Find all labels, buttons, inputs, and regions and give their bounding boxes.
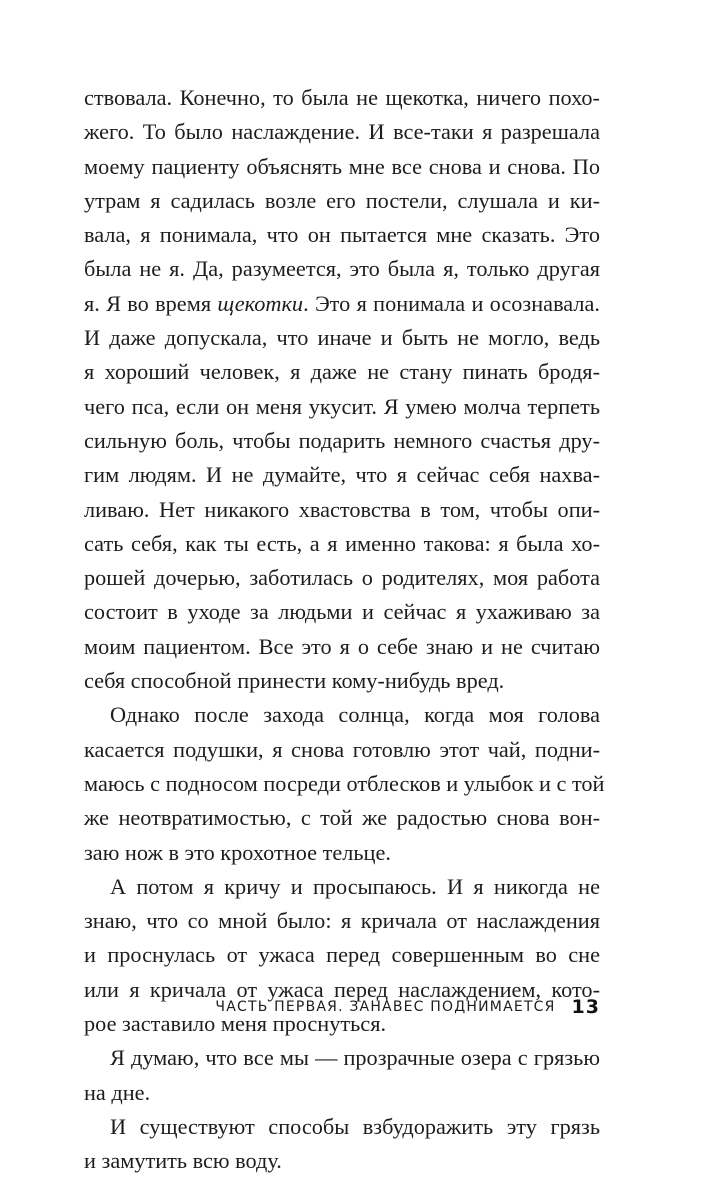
- text-line: состоит в уходе за людьми и сейчас я ухаживаю за: [84, 599, 600, 625]
- paragraph-end-line: и замутить всю воду.: [84, 1148, 282, 1174]
- text-line: чего пса, если он меня укусит. Я умею молча терпеть: [84, 393, 600, 419]
- text-line: утрам я садилась возле его постели, слушала и ки-: [84, 187, 600, 213]
- text-line: сильную боль, чтобы подарить немного счастья дру-: [84, 427, 600, 453]
- text-line: я хороший человек, я даже не стану пинать бродя-: [84, 359, 600, 385]
- text-line: или я кричала от ужаса перед наслаждением, кото-: [84, 976, 600, 1002]
- paragraph-first-line: Однако после захода солнца, когда моя голова: [110, 702, 600, 728]
- page-footer: [84, 995, 600, 1019]
- text-line: гим людям. И не думайте, что я сейчас себя нахва-: [84, 462, 600, 488]
- paragraph-first-line: И существуют способы взбудоражить эту грязь: [110, 1113, 600, 1139]
- paragraph-end-line: на дне.: [84, 1079, 151, 1105]
- italic-word: щекотки: [217, 290, 304, 316]
- text-line-with-italic: [84, 287, 600, 321]
- page-number: 13: [571, 996, 600, 1018]
- text-line: и проснулась от ужаса перед совершенным во сне: [84, 942, 600, 968]
- text-line: вала, я понимала, что он пытается мне сказать. Это: [84, 222, 600, 248]
- text-line: моим пациентом. Все это я о себе знаю и не считаю: [84, 633, 600, 659]
- paragraph-end-line: рое заставило меня проснуться.: [84, 1011, 387, 1037]
- text-line: И даже допускала, что иначе и быть не могло, ведь: [84, 325, 600, 351]
- paragraph-first-line: Я думаю, что все мы — прозрачные озера с грязью: [110, 1045, 600, 1071]
- paragraph-end-line: себя способной принести кому-нибудь вред.: [84, 668, 505, 694]
- text-line: сать себя, как ты есть, а я именно такова: я была хо-: [84, 530, 600, 556]
- text-line: рошей дочерью, заботилась о родителях, моя работа: [84, 565, 600, 591]
- text-line: ствовала. Конечно, то была не щекотка, ничего похо-: [84, 85, 600, 110]
- text-segment: . Это я понимала и осознавала.: [303, 290, 600, 316]
- text-line: была не я. Да, разумеется, это была я, только другая: [84, 256, 600, 282]
- text-line: ливаю. Нет никакого хвастовства в том, чтобы опи-: [84, 496, 600, 522]
- text-line: же неотвратимостью, с той же радостью снова вон-: [84, 805, 600, 831]
- text-line: маюсь с подносом посреди отблесков и улыбок и с той: [84, 770, 605, 796]
- text-line: жего. То было наслаждение. И все-таки я разрешала: [84, 119, 600, 145]
- text-line: касается подушки, я снова готовлю этот чай, подни-: [84, 736, 600, 762]
- paragraph-end-line: заю нож в это крохотное тельце.: [84, 839, 391, 865]
- paragraph-first-line: А потом я кричу и просыпаюсь. И я никогда не: [110, 873, 600, 899]
- text-line: знаю, что со мной было: я кричала от наслаждения: [84, 908, 600, 934]
- running-title: ЧАСТЬ ПЕРВАЯ. ЗАНАВЕС ПОДНИМАЕТСЯ: [215, 999, 556, 1015]
- text-segment: я. Я во время: [84, 290, 218, 316]
- text-line: моему пациенту объяснять мне все снова и снова. По: [84, 153, 600, 179]
